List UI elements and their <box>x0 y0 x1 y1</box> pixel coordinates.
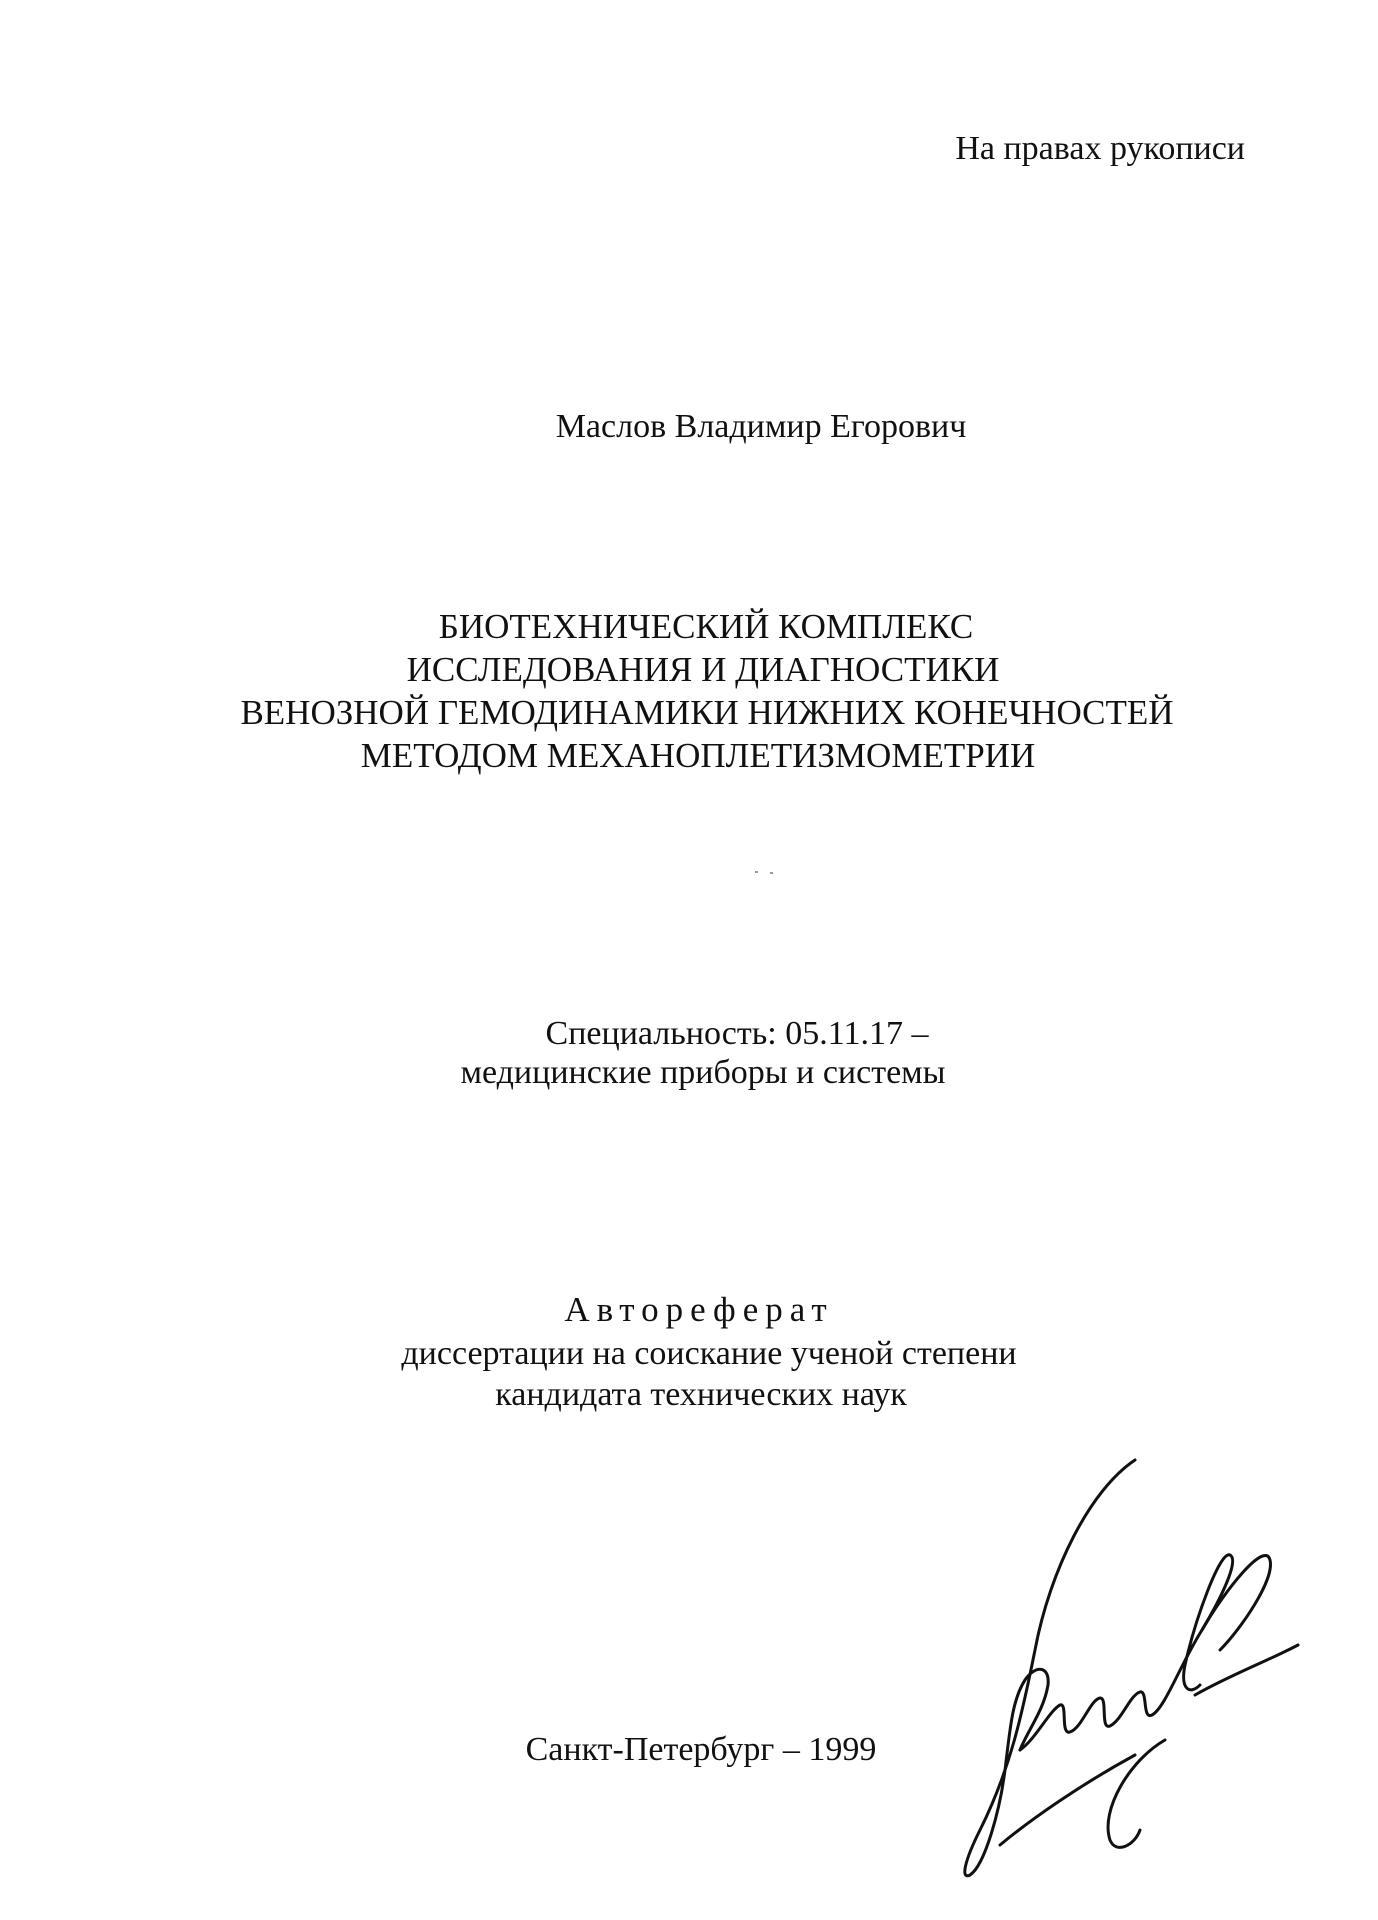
scan-speck <box>755 871 758 873</box>
abstract-heading: Автореферат <box>564 1290 834 1329</box>
title-line-4: МЕТОДОМ МЕХАНОПЛЕТИЗМОМЕТРИИ <box>360 736 1036 775</box>
specialty-name: медицинские приборы и системы <box>460 1054 946 1091</box>
signature-image <box>940 1450 1340 1890</box>
city-year: Санкт-Петербург – 1999 <box>525 1731 877 1768</box>
abstract-purpose: диссертации на соискание ученой степени <box>401 1335 1017 1372</box>
manuscript-note: На правах рукописи <box>955 130 1245 167</box>
title-line-3: ВЕНОЗНОЙ ГЕМОДИНАМИКИ НИЖНИХ КОНЕЧНОСТЕЙ <box>240 693 1174 732</box>
specialty-code: Специальность: 05.11.17 – <box>545 1015 929 1052</box>
abstract-degree: кандидата технических наук <box>495 1376 907 1413</box>
title-line-1: БИОТЕХНИЧЕСКИЙ КОМПЛЕКС <box>438 607 974 646</box>
dissertation-title <box>0 605 1378 777</box>
title-line-2: ИССЛЕДОВАНИЯ И ДИАГНОСТИКИ <box>406 650 1000 689</box>
author-name: Маслов Владимир Егорович <box>555 408 967 445</box>
scan-speck <box>770 872 773 874</box>
